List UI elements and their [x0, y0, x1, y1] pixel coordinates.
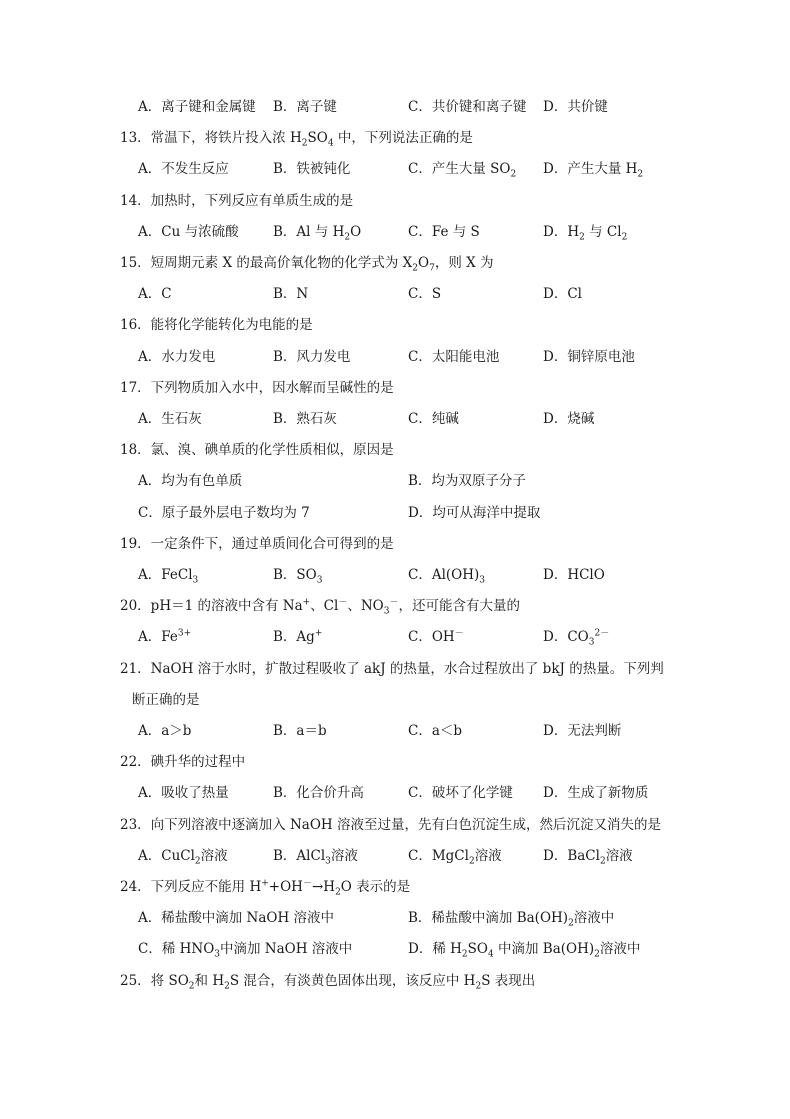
answer-option: C．Fe 与 S: [408, 224, 480, 240]
answer-option: A．稀盐酸中滴加 NaOH 溶液中: [138, 910, 335, 926]
answer-option: C．S: [408, 286, 442, 302]
answer-option: D．BaCl$_2$溶液: [543, 848, 633, 867]
answer-option: C．破坏了化学键: [408, 785, 513, 801]
answer-option: B．Ag+: [273, 628, 323, 645]
answer-option: B．风力发电: [273, 349, 351, 365]
answer-option: C．OH－: [408, 628, 464, 645]
answer-option: B．N: [273, 286, 309, 302]
question-stem: 21．NaOH 溶于水时，扩散过程吸收了 akJ 的热量，水合过程放出了 bkJ 的热量。下列判: [120, 661, 664, 677]
answer-option: C．原子最外层电子数均为 7: [138, 505, 310, 521]
answer-option: D．Cl: [543, 286, 582, 302]
answer-option: B．熟石灰: [273, 411, 337, 427]
answer-option: A．C: [138, 286, 172, 302]
question-stem: 13．常温下，将铁片投入浓 $H_2SO_4$ 中，下列说法正确的是: [120, 130, 473, 149]
question-stem: 22．碘升华的过程中: [120, 754, 246, 770]
answer-option: B．均为双原子分子: [408, 473, 526, 489]
question-stem: 20．pH＝1 的溶液中含有 Na+、Cl－、$NO_3^-$，还可能含有大量的: [120, 597, 520, 617]
answer-option: B．离子键: [273, 99, 337, 115]
answer-option: B．化合价升高: [273, 785, 364, 801]
question-stem: 19．一定条件下，通过单质间化合可得到的是: [120, 536, 394, 552]
answer-option: D．生成了新物质: [543, 785, 649, 801]
question-stem: 25．将 $SO_2$和 $H_2S$ 混合，有淡黄色固体出现，该反应中 $H_2S$ 表现出: [120, 973, 536, 992]
question-stem: 24．下列反应不能用 $H^++OH^-\to H_2O$ 表示的是: [120, 878, 411, 898]
answer-option: B．Al 与 $H_2O$: [273, 224, 362, 243]
answer-option: A．Cu 与浓硫酸: [138, 224, 239, 240]
answer-option: A．均为有色单质: [138, 473, 243, 489]
answer-option: D．无法判断: [543, 723, 622, 739]
answer-option: A．FeCl$_3$: [138, 567, 199, 586]
answer-option: D．共价键: [543, 99, 608, 115]
answer-option: A．a＞b: [138, 723, 192, 739]
question-stem: 15．短周期元素 X 的最高价氧化物的化学式为 $X_2O_7$，则 X 为: [120, 255, 494, 274]
answer-option: B．AlCl$_3$溶液: [273, 848, 358, 867]
question-stem: 23．向下列溶液中逐滴加入 NaOH 溶液至过量，先有白色沉淀生成，然后沉淀又消失的是: [120, 817, 661, 833]
answer-option: C．MgCl$_2$溶液: [408, 848, 502, 867]
answer-option: A．生石灰: [138, 411, 202, 427]
answer-option: A．离子键和金属键: [138, 99, 256, 115]
answer-option: D．均可从海洋中提取: [408, 505, 541, 521]
answer-option: C．纯碱: [408, 411, 459, 427]
answer-option: C．a＜b: [408, 723, 463, 739]
answer-option: B．a＝b: [273, 723, 327, 739]
answer-option: D．HClO: [543, 567, 605, 583]
answer-option: A．吸收了热量: [138, 785, 229, 801]
answer-option: D．$CO_3^{2-}$: [543, 628, 610, 648]
answer-option: D．铜锌原电池: [543, 349, 635, 365]
answer-option: A．$Fe^{3+}$: [138, 628, 192, 645]
answer-option: D．稀 $H_2SO_4$ 中滴加 $Ba(OH)_2$溶液中: [408, 941, 641, 960]
question-stem: 16．能将化学能转化为电能的是: [120, 317, 313, 333]
answer-option: D．$H_2$ 与 $Cl_2$: [543, 224, 628, 243]
answer-option: A．CuCl$_2$溶液: [138, 848, 228, 867]
answer-option: B．铁被钝化: [273, 161, 351, 177]
answer-option: C．太阳能电池: [408, 349, 500, 365]
question-stem: 14．加热时，下列反应有单质生成的是: [120, 193, 354, 209]
answer-option: B．稀盐酸中滴加 $Ba(OH)_2$溶液中: [408, 910, 615, 929]
answer-option: A．水力发电: [138, 349, 216, 365]
question-stem: 18．氯、溴、碘单质的化学性质相似，原因是: [120, 442, 394, 458]
answer-option: A．不发生反应: [138, 161, 229, 177]
answer-option: C．$Al(OH)_3$: [408, 567, 486, 586]
question-stem: 17．下列物质加入水中，因水解而呈碱性的是: [120, 380, 394, 396]
answer-option: D．产生大量 $H_2$: [543, 161, 644, 180]
answer-option: C．共价键和离子键: [408, 99, 527, 115]
answer-option: D．烧碱: [543, 411, 595, 427]
answer-option: C．产生大量 $SO_2$: [408, 161, 517, 180]
answer-option: B．$SO_3$: [273, 567, 323, 586]
answer-option: C．稀 $HNO_3$中滴加 NaOH 溶液中: [138, 941, 353, 960]
question-stem-continued: 断正确的是: [132, 692, 200, 708]
